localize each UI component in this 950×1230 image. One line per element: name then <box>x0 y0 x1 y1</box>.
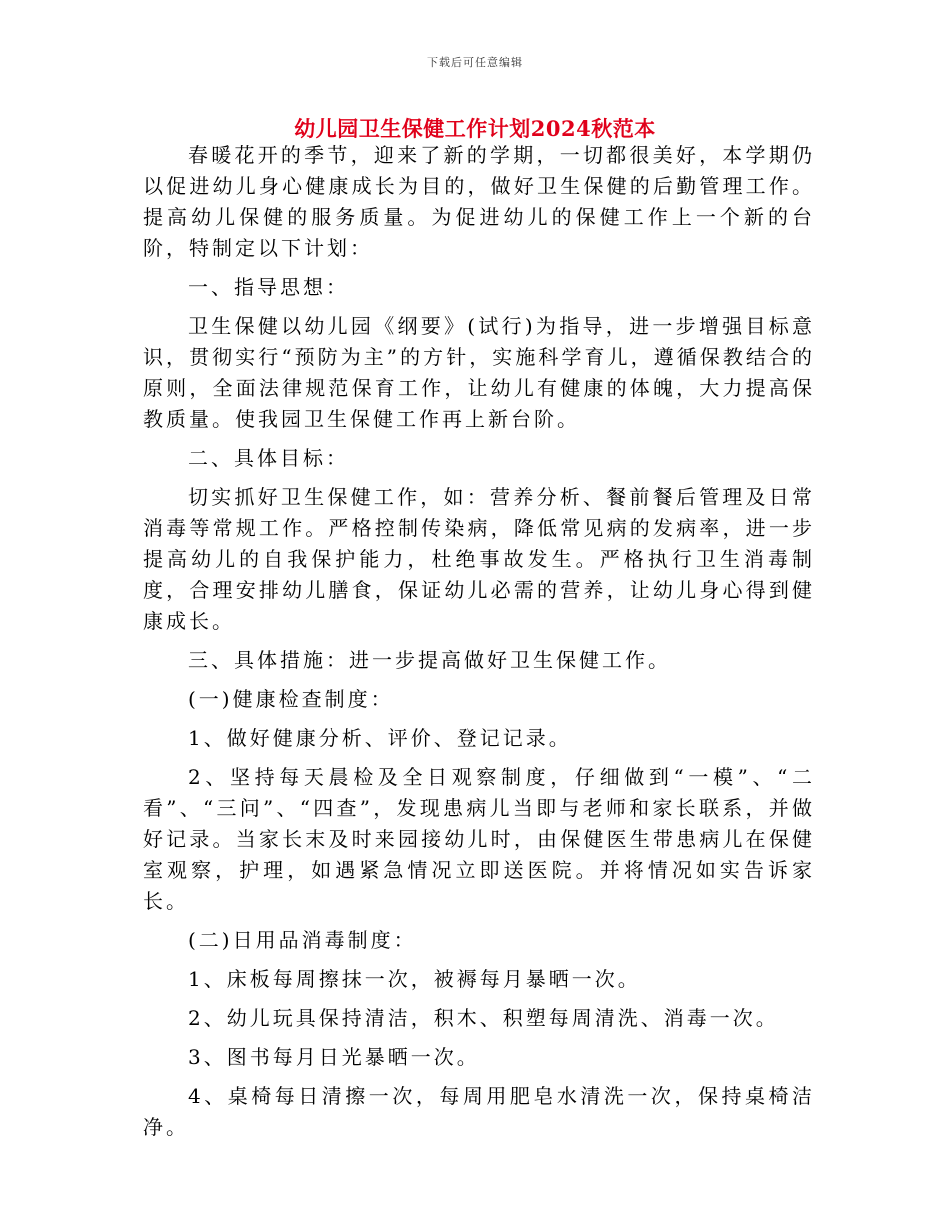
list-item: 2、幼儿玩具保持清洁，积木、积塑每周清洗、消毒一次。 <box>188 1006 779 1030</box>
list-item: 2、坚持每天晨检及全日观察制度，仔细做到“一模”、“二看”、“三问”、“四查”，发现患病儿当即与老师和家长联系，并做好记录。当家长末及时来园接幼儿时，由保健医生带患病儿在保健室观察，护理，如遇紧急情况立即送医院。并将情况如实告诉家长。 <box>143 765 815 913</box>
list-item: 3、图书每月日光暴晒一次。 <box>188 1045 480 1069</box>
header-note: 下载后可任意编辑 <box>427 56 523 69</box>
list-item: 1、床板每周擦抹一次，被褥每月暴晒一次。 <box>188 967 641 991</box>
list-item: 1、做好健康分析、评价、登记记录。 <box>188 726 572 750</box>
subheading-disinfection: (二)日用品消毒制度： <box>188 928 417 952</box>
heading-specific-measures: 三、具体措施：进一步提高做好卫生保健工作。 <box>188 648 671 672</box>
document-title: 幼儿园卫生保健工作计划2024秋范本 <box>294 116 656 141</box>
paragraph-guiding-ideology: 卫生保健以幼儿园《纲要》(试行)为指导，进一步增强目标意识，贯彻实行“预防为主”的方针，实施科学育儿，遵循保教结合的原则，全面法律规范保育工作，让幼儿有健康的体魄，大力提高保教质量。使我园卫生保健工作再上新台阶。 <box>143 314 815 431</box>
paragraph-intro: 春暖花开的季节，迎来了新的学期，一切都很美好，本学期仍以促进幼儿身心健康成长为目的，做好卫生保健的后勤管理工作。提高幼儿保健的服务质量。为促进幼儿的保健工作上一个新的台阶，特制定以下计划： <box>143 143 815 260</box>
document-body <box>143 140 815 1151</box>
heading-guiding-ideology: 一、指导思想： <box>188 275 349 299</box>
list-item: 4、桌椅每日清擦一次，每周用肥皂水清洗一次，保持桌椅洁净。 <box>143 1084 815 1139</box>
heading-specific-goals: 二、具体目标： <box>188 446 349 470</box>
paragraph-specific-goals: 切实抓好卫生保健工作，如：营养分析、餐前餐后管理及日常消毒等常规工作。严格控制传染病，降低常见病的发病率，进一步提高幼儿的自我保护能力，杜绝事故发生。严格执行卫生消毒制度，合理安排幼儿膳食，保证幼儿必需的营养，让幼儿身心得到健康成长。 <box>143 485 815 633</box>
subheading-health-check: (一)健康检查制度： <box>188 687 394 711</box>
